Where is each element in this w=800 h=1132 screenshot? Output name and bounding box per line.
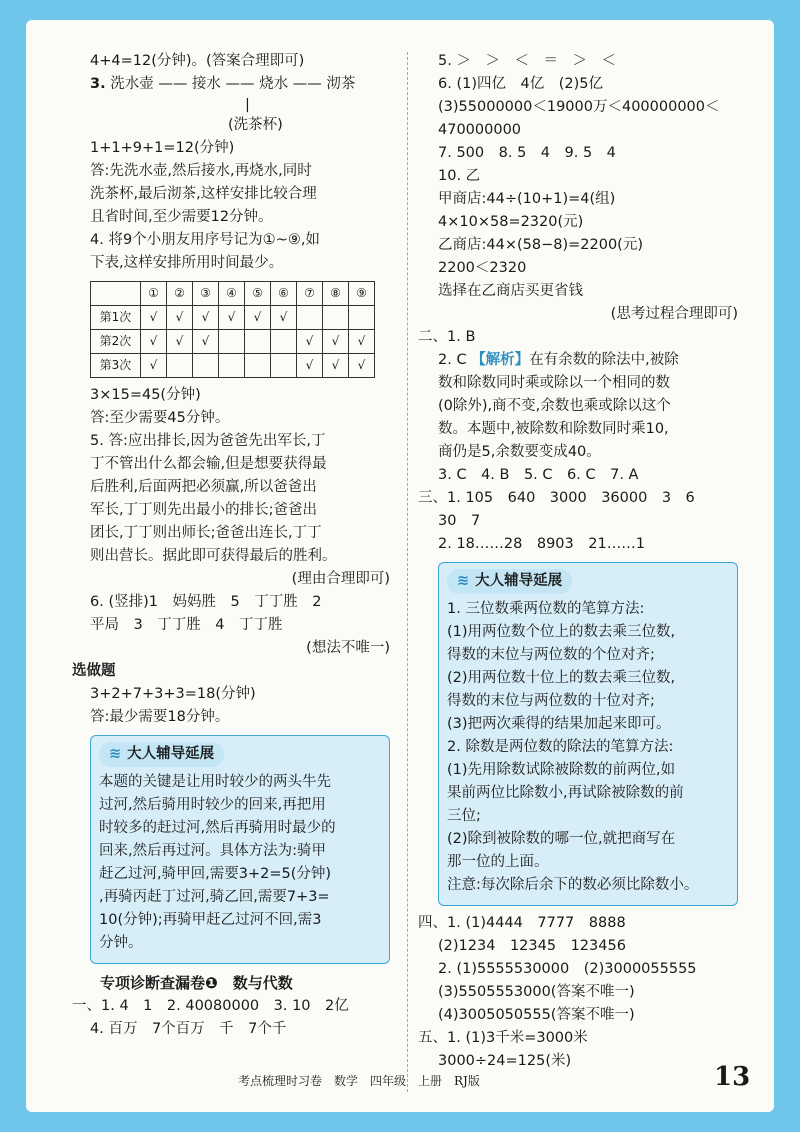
table-cell: [297, 306, 323, 330]
table-cell: √: [323, 330, 349, 354]
box-line: 分钟。: [99, 935, 143, 951]
answer-line: 470000000: [438, 122, 522, 138]
q3-answer-1: 答:先洗水壶,然后接水,再烧水,同时: [90, 163, 312, 179]
optional-answer: 答:最少需要18分钟。: [90, 709, 230, 725]
answer-line: 3. C 4. B 5. C 6. C 7. A: [438, 467, 639, 483]
answer-line: 五、1. (1)3千米=3000米: [418, 1030, 588, 1046]
box-line: 2. 除数是两位数的除法的笔算方法:: [447, 739, 674, 755]
table-cell: [323, 306, 349, 330]
q3-calc: 1+1+9+1=12(分钟): [90, 140, 235, 156]
table-cell: [219, 330, 245, 354]
tutor-extension-box: [438, 562, 738, 906]
q5-line-3: 后胜利,后面两把必须赢,所以爸爸出: [90, 479, 317, 495]
table-row: [91, 354, 375, 378]
table-header-row: [91, 282, 375, 306]
section-answer-2: 4. 百万 7个百万 千 7个千: [90, 1021, 287, 1037]
analysis-tag: 【解析】: [471, 352, 530, 368]
q6-line-2: 平局 3 丁丁胜 4 丁丁胜: [90, 617, 283, 633]
wave-icon: ≋: [457, 573, 470, 589]
column-divider: [407, 52, 408, 1092]
table-cell: √: [141, 354, 167, 378]
answer-line: 甲商店:44÷(10+1)=4(组): [438, 191, 616, 207]
answer-line: (0除外),商不变,余数也乘或除以这个: [438, 398, 671, 414]
box-line: 得数的末位与两位数的个位对齐;: [447, 647, 655, 663]
box-line: 过河,然后骑用时较少的回来,再把用: [99, 797, 326, 813]
section-answer-1: 一、1. 4 1 2. 40080000 3. 10 2亿: [72, 998, 349, 1014]
table-cell: √: [349, 330, 375, 354]
answer-line: 5. ＞ ＞ ＜ ＝ ＞ ＜: [438, 53, 616, 69]
table-cell: √: [193, 306, 219, 330]
table-cell: ②: [167, 282, 193, 306]
table-cell: ③: [193, 282, 219, 306]
box-line: 注意:每次除后余下的数必须比除数小。: [447, 877, 699, 893]
page-number: 13: [714, 1062, 751, 1092]
q5-note: (理由合理即可): [291, 571, 390, 587]
answer-line: 商仍是5,余数要变成40。: [438, 444, 601, 460]
box-line: 那一位的上面。: [447, 854, 549, 870]
table-cell: ⑨: [349, 282, 375, 306]
table-row: [91, 306, 375, 330]
table-cell: ⑤: [245, 282, 271, 306]
answer-line: 2200＜2320: [438, 260, 527, 276]
q3-label: 3.: [90, 76, 106, 92]
answer-line: 乙商店:44×(58−8)=2200(元): [438, 237, 643, 253]
box-line: (1)用两位数个位上的数去乘三位数,: [447, 624, 676, 640]
answer-line: 2. (1)5555530000 (2)3000055555: [438, 961, 697, 977]
table-cell: ⑦: [297, 282, 323, 306]
tutor-box-title: 大人辅导延展: [475, 573, 563, 589]
box-line: 三位;: [447, 808, 481, 824]
page-footer: 考点梳理时习卷 数学 四年级 上册 RJ版: [238, 1074, 480, 1088]
box-line: 10(分钟);再骑甲赶乙过河不回,需3: [99, 912, 322, 928]
q3-flow: [90, 73, 390, 96]
tutor-box-header: [99, 742, 224, 767]
table-cell: 第1次: [91, 306, 141, 330]
answer-text: 2. C: [438, 352, 467, 368]
optional-calc: 3+2+7+3+3=18(分钟): [90, 686, 256, 702]
answer-text: 在有余数的除法中,被除: [529, 352, 679, 368]
wave-icon: ≋: [109, 746, 122, 762]
answer-line: (3)5505553000(答案不唯一): [438, 984, 635, 1000]
table-cell: [193, 354, 219, 378]
table-cell: √: [297, 330, 323, 354]
answer-line: 6. (1)四亿 4亿 (2)5亿: [438, 76, 603, 92]
box-line: (2)用两位数十位上的数去乘三位数,: [447, 670, 676, 686]
q5-line-1: 5. 答:应出排长,因为爸爸先出军长,丁: [90, 433, 326, 449]
q5-line-6: 则出营长。据此即可获得最后的胜利。: [90, 548, 337, 564]
answer-line: 2. 18……28 8903 21……1: [438, 536, 645, 552]
tutor-box-header: [447, 569, 572, 594]
q3-flow-text: 洗水壶 —— 接水 —— 烧水 —— 沏茶: [110, 76, 356, 92]
q4-answer: 答:至少需要45分钟。: [90, 410, 230, 426]
tutor-extension-box: [90, 735, 390, 964]
box-line: 回来,然后再过河。具体方法为:骑甲: [99, 843, 326, 859]
table-cell: √: [141, 306, 167, 330]
answer-line: 选择在乙商店买更省钱: [438, 283, 583, 299]
table-cell: [245, 354, 271, 378]
answer-line: (4)3005050555(答案不唯一): [438, 1007, 635, 1023]
optional-title: 选做题: [72, 663, 116, 679]
box-line: (1)先用除数试除被除数的前两位,如: [447, 762, 676, 778]
table-cell: 第2次: [91, 330, 141, 354]
box-line: (2)除到被除数的哪一位,就把商写在: [447, 831, 676, 847]
q3-branch: (洗茶杯): [228, 117, 283, 133]
answer-line: 四、1. (1)4444 7777 8888: [418, 915, 626, 931]
table-cell: ①: [141, 282, 167, 306]
box-line: 时较多的赶过河,然后再骑用时最少的: [99, 820, 336, 836]
table-cell: [91, 282, 141, 306]
table-cell: √: [271, 306, 297, 330]
answer-line: 数和除数同时乘或除以一个相同的数: [438, 375, 670, 391]
table-cell: √: [349, 354, 375, 378]
q6-note: (想法不唯一): [306, 640, 390, 656]
table-cell: ⑥: [271, 282, 297, 306]
table-cell: √: [219, 306, 245, 330]
table-cell: [271, 354, 297, 378]
table-cell: √: [141, 330, 167, 354]
q3-answer-3: 且省时间,至少需要12分钟。: [90, 209, 273, 225]
answer-line: (3)55000000＜19000万＜400000000＜: [438, 99, 720, 115]
q6-line-1: 6. (竖排)1 妈妈胜 5 丁丁胜 2: [90, 594, 322, 610]
box-line: 赶乙过河,骑甲回,需要3+2=5(分钟): [99, 866, 332, 882]
q4-line-2: 下表,这样安排所用时间最少。: [90, 255, 284, 271]
q5-line-4: 军长,丁丁则先出最小的排长;爸爸出: [90, 502, 317, 518]
left-column: [72, 50, 390, 1041]
table-cell: √: [323, 354, 349, 378]
q3-answer-2: 洗茶杯,最后沏茶,这样安排比较合理: [90, 186, 317, 202]
answer-line: 三、1. 105 640 3000 36000 3 6: [418, 490, 695, 506]
box-line: 得数的末位与两位数的十位对齐;: [447, 693, 655, 709]
answer-line: 10. 乙: [438, 168, 481, 184]
table-cell: √: [167, 306, 193, 330]
table-cell: √: [297, 354, 323, 378]
table-cell: √: [167, 330, 193, 354]
answer-line: [438, 349, 738, 372]
box-line: 1. 三位数乘两位数的笔算方法:: [447, 601, 645, 617]
schedule-table: [90, 281, 375, 378]
answer-note: (思考过程合理即可): [610, 306, 738, 322]
table-cell: [219, 354, 245, 378]
table-cell: [245, 330, 271, 354]
table-cell: 第3次: [91, 354, 141, 378]
box-line: ,再骑丙赶丁过河,骑乙回,需要7+3=: [99, 889, 330, 905]
answer-line: 30 7: [438, 513, 481, 529]
table-cell: ④: [219, 282, 245, 306]
section-title: 专项诊断查漏卷❶ 数与代数: [100, 974, 293, 992]
q4-line-1: 4. 将9个小朋友用序号记为①~⑨,如: [90, 232, 320, 248]
answer-line: 7. 500 8. 5 4 9. 5 4: [438, 145, 616, 161]
right-column: [418, 50, 738, 1073]
answer-line: 4+4=12(分钟)。(答案合理即可): [90, 53, 305, 69]
q4-calc: 3×15=45(分钟): [90, 387, 201, 403]
table-cell: [271, 330, 297, 354]
box-line: 果前两位比除数小,再试除被除数的前: [447, 785, 684, 801]
box-line: 本题的关键是让用时较少的两头牛先: [99, 774, 331, 790]
answer-line: 4×10×58=2320(元): [438, 214, 584, 230]
tutor-box-title: 大人辅导延展: [127, 746, 215, 762]
q5-line-2: 丁不管出什么都会输,但是想要获得最: [90, 456, 327, 472]
q3-branch-line: |: [245, 97, 250, 113]
table-cell: √: [245, 306, 271, 330]
box-line: (3)把两次乘得的结果加起来即可。: [447, 716, 671, 732]
table-cell: ⑧: [323, 282, 349, 306]
table-cell: √: [193, 330, 219, 354]
answer-line: 数。本题中,被除数和除数同时乘10,: [438, 421, 669, 437]
answer-line: 二、1. B: [418, 329, 476, 345]
table-cell: [167, 354, 193, 378]
table-cell: [349, 306, 375, 330]
table-row: [91, 330, 375, 354]
answer-line: 3000÷24=125(米): [438, 1053, 572, 1069]
answer-line: (2)1234 12345 123456: [438, 938, 626, 954]
q5-line-5: 团长,丁丁则出师长;爸爸出连长,丁丁: [90, 525, 322, 541]
